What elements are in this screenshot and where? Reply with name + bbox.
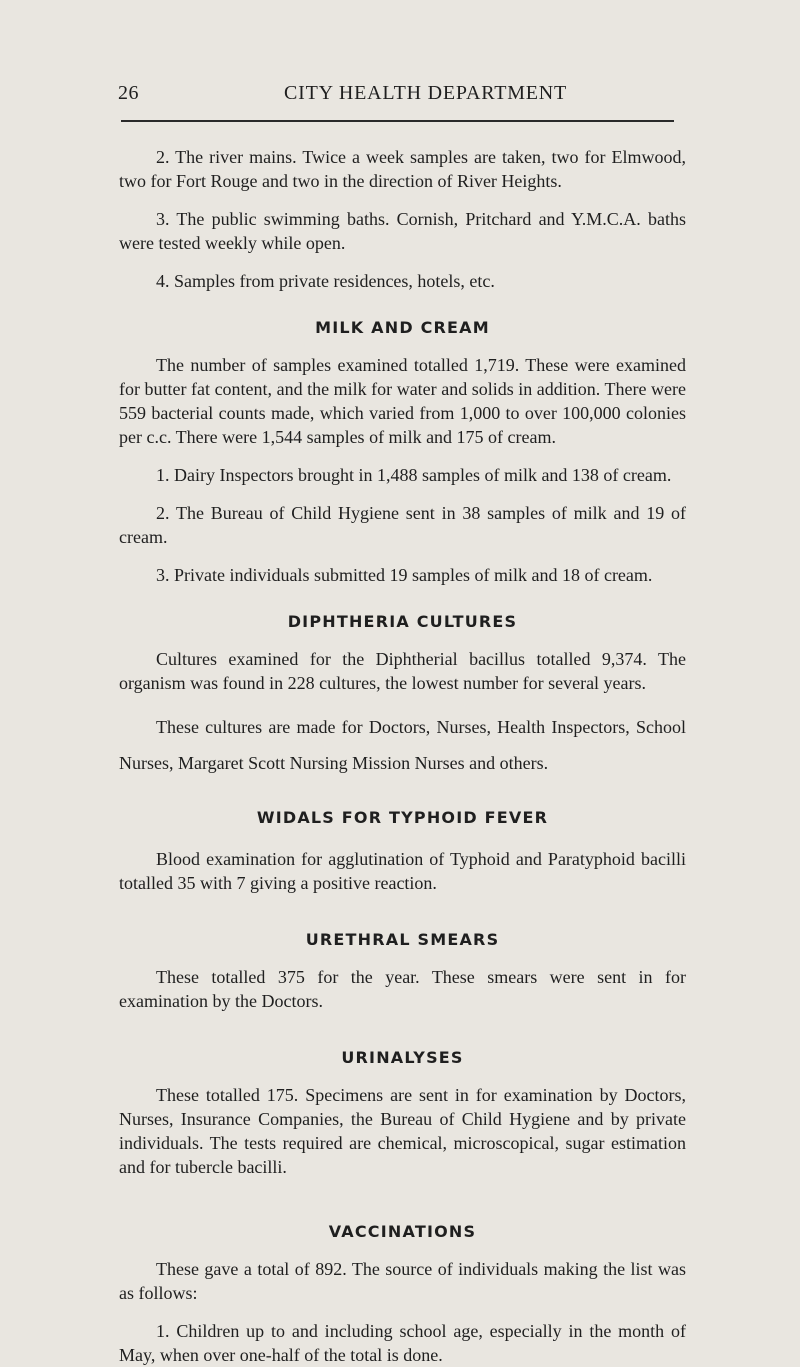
- heading-diphtheria-cultures: DIPHTHERIA CULTURES: [287, 612, 518, 631]
- paragraph-vaccinations-1: These gave a total of 892. The source of individuals making the list was as follows:: [119, 1259, 686, 1303]
- heading-widals-typhoid: WIDALS FOR TYPHOID FEVER: [256, 808, 549, 827]
- paragraph-swimming-baths: 3. The public swimming baths. Cornish, Pritchard and Y.M.C.A. baths were tested weekly while open.: [119, 209, 686, 253]
- header-rule: [121, 120, 674, 122]
- heading-urinalyses: URINALYSES: [341, 1048, 464, 1067]
- paragraph-urethral-1: These totalled 375 for the year. These smears were sent in for examination by the Doctors.: [119, 967, 686, 1011]
- heading-urethral-smears: URETHRAL SMEARS: [305, 930, 500, 949]
- heading-vaccinations: VACCINATIONS: [328, 1222, 477, 1241]
- paragraph-vaccinations-2: 1. Children up to and including school age, especially in the month of May, when over one-half of the total is done.: [119, 1321, 686, 1365]
- page-running-title: CITY HEALTH DEPARTMENT: [284, 82, 568, 104]
- page-body: [119, 145, 686, 1367]
- paragraph-river-mains: 2. The river mains. Twice a week samples are taken, two for Elmwood, two for Fort Rouge and two in the direction of River Heights.: [119, 147, 686, 191]
- paragraph-milk-item-2: 2. The Bureau of Child Hygiene sent in 38 samples of milk and 19 of cream.: [119, 503, 686, 547]
- paragraph-milk-intro: The number of samples examined totalled 1,719. These were examined for butter fat content, and the milk for water and solids in addition. There were 559 bacterial counts made, which varied from 1,000 to over 100,000 colonies per c.c. There were 1,544 samples of milk and 175 of cream.: [119, 355, 686, 447]
- paragraph-diphtheria-2: These cultures are made for Doctors, Nurses, Health Inspectors, School Nurses, Margaret Scott Nursing Mission Nurses and others.: [119, 717, 686, 773]
- paragraph-widals-1: Blood examination for agglutination of Typhoid and Paratyphoid bacilli totalled 35 with 7 giving a positive reaction.: [119, 849, 686, 893]
- paragraph-milk-item-1: 1. Dairy Inspectors brought in 1,488 samples of milk and 138 of cream.: [156, 465, 672, 485]
- paragraph-private-residences: 4. Samples from private residences, hotels, etc.: [156, 271, 495, 291]
- paragraph-milk-item-3: 3. Private individuals submitted 19 samples of milk and 18 of cream.: [156, 565, 653, 585]
- heading-milk-and-cream: MILK AND CREAM: [315, 318, 490, 337]
- page-number: 26: [118, 82, 139, 104]
- paragraph-diphtheria-1: Cultures examined for the Diphtherial bacillus totalled 9,374. The organism was found in 228 cultures, the lowest number for several years.: [119, 649, 686, 693]
- paragraph-urinalyses-1: These totalled 175. Specimens are sent in for examination by Doctors, Nurses, Insurance Companies, the Bureau of Child Hygiene and by private individuals. The tests required are chemical, microscopical, sugar estimation and for tubercle bacilli.: [119, 1085, 686, 1177]
- page-header: [118, 82, 676, 116]
